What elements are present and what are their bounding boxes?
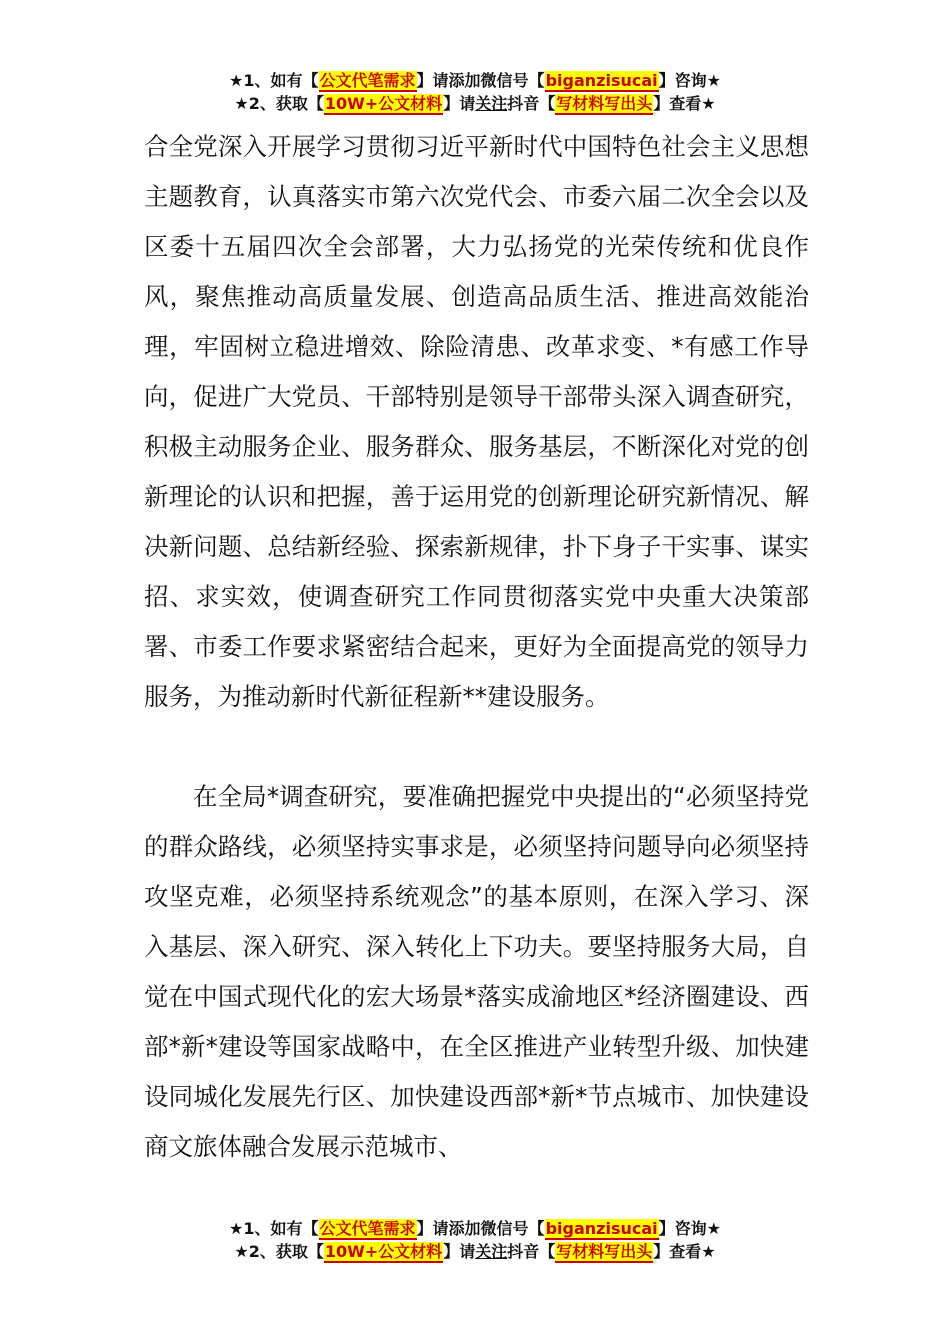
- highlight-service: 公文代笔需求: [319, 1219, 416, 1238]
- highlight-wechat-id: biganzisucai: [545, 1219, 658, 1238]
- banner-text: 】请添: [416, 71, 465, 90]
- banner-text: ★1、如有【: [229, 1219, 319, 1238]
- paragraph-2: 在全局*调查研究，要准确把握党中央提出的“必须坚持党的群众路线，必须坚持实事求是，必须坚持问题导向必须坚持攻坚克难，必须坚持系统观念”的基本原则，在深入学习、深入基层、深入研究、深入转化上下功夫。要坚持服务大局，自觉在中国式现代化的宏大场景*落实成渝地区*经济圈建设、西部*新*建设等国家战略中，在全区推进产业转型升级、加快建设同城化发展先行区、加快建设西部*新*节点城市、加快建设商文旅体融合发展示范城市、: [144, 782, 809, 1161]
- banner-emphasis: 加: [464, 1219, 481, 1238]
- highlight-douyin: 写材料写出头: [556, 1242, 653, 1261]
- header-banner: [0, 69, 950, 115]
- banner-text: 】查看★: [653, 1242, 716, 1261]
- banner-text: 】咨询★: [658, 71, 721, 90]
- banner-text: 抖音【: [507, 94, 556, 113]
- paragraph-1: 合全党深入开展学习贯彻习近平新时代中国特色社会主义思想主题教育，认真落实市第六次党代会、市委六届二次全会以及区委十五届四次全会部署，大力弘扬党的光荣传统和优良作风，聚焦推动高质量发展、创造高品质生活、推进高效能治理，牢固树立稳进增效、除险清患、改革求变、*有感工作导向，促进广大党员、干部特别是领导干部带头深入调查研究，积极主动服务企业、服务群众、服务基层，不断深化对党的创新理论的认识和把握，善于运用党的创新理论研究新情况、解决新问题、总结新经验、探索新规律，扑下身子干实事、谋实招、求实效，使调查研究工作同贯彻落实党中央重大决策部署、市委工作要求紧密结合起来，更好为全面提高党的领导力服务，为推动新时代新征程新**建设服务。: [144, 132, 809, 711]
- banner-text: 微信号【: [480, 71, 545, 90]
- highlight-douyin: 写材料写出头: [556, 94, 653, 113]
- banner-emphasis: 关注: [475, 94, 508, 113]
- banner-line-2: [0, 92, 950, 115]
- banner-line-1: [0, 69, 950, 92]
- banner-text: 】请: [443, 1242, 476, 1261]
- highlight-materials: 10W+公文材料: [324, 94, 443, 113]
- banner-line-2: [0, 1240, 950, 1263]
- banner-emphasis: 加: [464, 71, 481, 90]
- banner-text: 】查看★: [653, 94, 716, 113]
- banner-text: ★2、获取【: [234, 94, 324, 113]
- banner-text: ★1、如有【: [229, 71, 319, 90]
- banner-text: ★2、获取【: [234, 1242, 324, 1261]
- banner-text: 】咨询★: [658, 1219, 721, 1238]
- footer-banner: [0, 1217, 950, 1263]
- highlight-materials: 10W+公文材料: [324, 1242, 443, 1261]
- banner-text: 抖音【: [507, 1242, 556, 1261]
- document-body: [144, 122, 809, 1172]
- highlight-service: 公文代笔需求: [319, 71, 416, 90]
- highlight-wechat-id: biganzisucai: [545, 71, 658, 90]
- banner-emphasis: 关注: [475, 1242, 508, 1261]
- banner-text: 】请添: [416, 1219, 465, 1238]
- banner-text: 】请: [443, 94, 476, 113]
- banner-text: 微信号【: [480, 1219, 545, 1238]
- banner-line-1: [0, 1217, 950, 1240]
